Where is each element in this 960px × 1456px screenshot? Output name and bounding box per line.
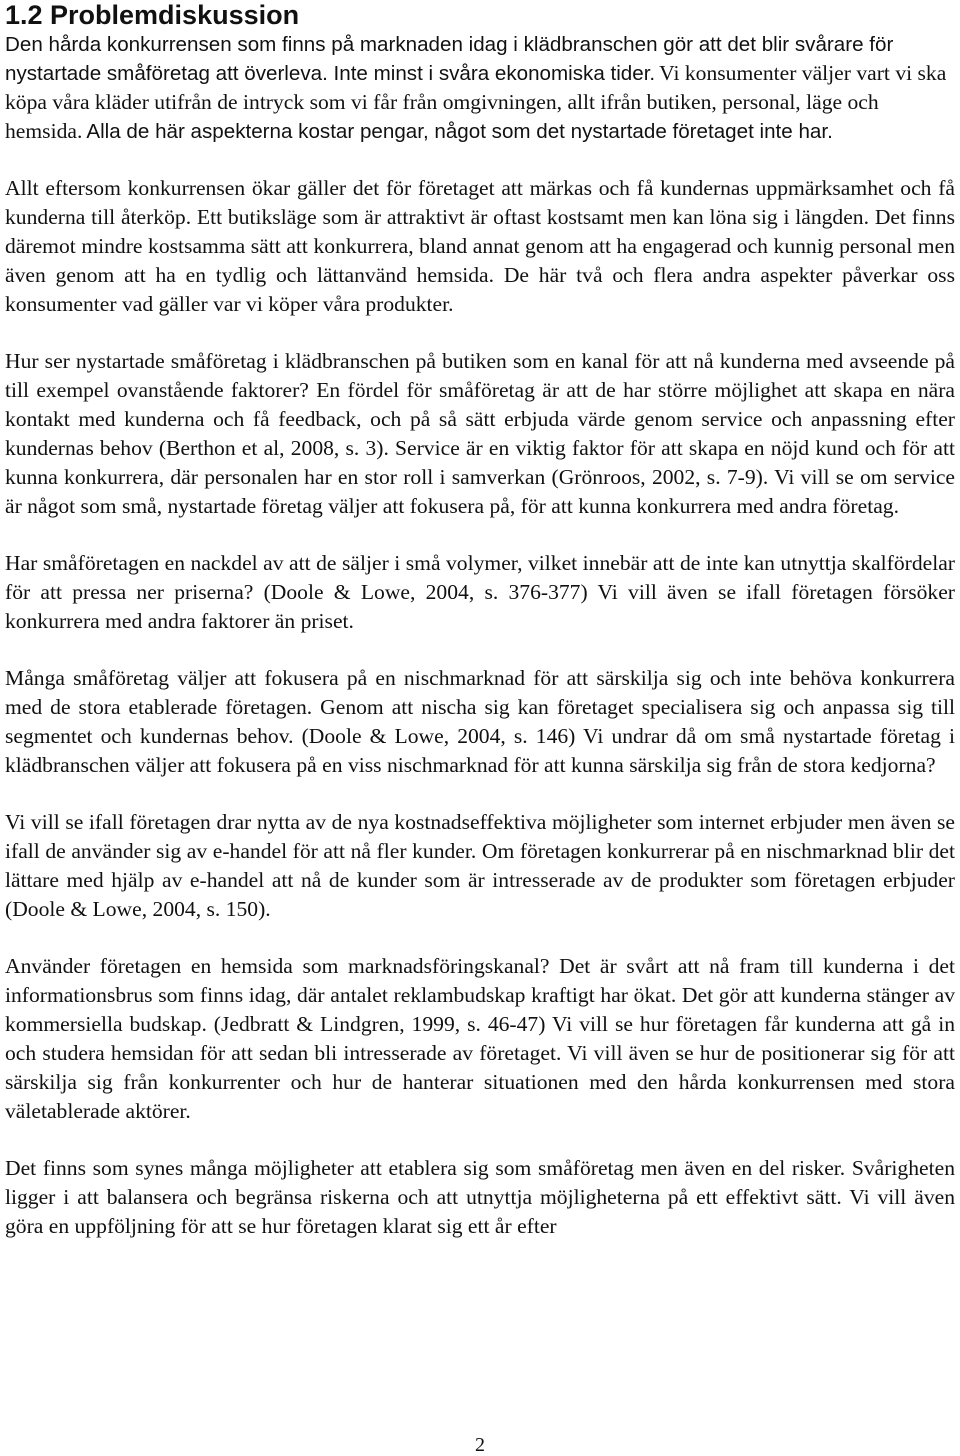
paragraph-risks: Det finns som synes många möjligheter att etablera sig som småföretag men även en del risker. Svårigheten ligger i att balansera och begränsa riskerna och att utnyttja möjligheterna på ett effektivt sätt. Vi vill även göra en uppföljning för att se hur företagen klarat sig ett år efter (5, 1156, 955, 1238)
page-number: 2 (475, 1434, 485, 1456)
paragraph-niche-market: Många småföretag väljer att fokusera på en nischmarknad för att särskilja sig och inte behöva konkurrera med de stora etablerade företagen. Genom att nischa sig kan företaget specialisera sig och anpassa sig till segmentet och kundernas behov. (Doole & Lowe, 2004, s. 146) Vi undrar då om små nystartade företag i klädbranschen väljer att fokusera på en viss nischmarknad för att kunna särskilja sig från de stora kedjorna? (5, 666, 955, 777)
intro-text-a: Den hårda konkurrensen som finns på marknaden idag i klädbranschen gör att det blir svårare för nystartade småföretag att överleva. Inte minst i svåra ekonomiska tider. (5, 33, 894, 85)
paragraph-small-volumes: Har småföretagen en nackdel av att de säljer i små volymer, vilket innebär att de inte kan utnyttja skalfördelar för att pressa ner priserna? (Doole & Lowe, 2004, s. 376-377) Vi vill även se ifall företagen försöker konkurrera med andra faktorer än priset. (5, 551, 955, 633)
competition-text-b: Ett butiksläge som är attraktivt är oftast kostsamt men kan löna sig i längden. (196, 205, 870, 229)
competition-text-d: De här två och flera andra aspekter påverkar oss konsumenter vad gäller var vi köper våra produkter. (5, 263, 955, 316)
intro-text-c: Alla de här aspekterna kostar pengar, något som det nystartade företaget inte har. (86, 120, 833, 143)
paragraph-internet: Vi vill se ifall företagen drar nytta av de nya kostnadseffektiva möjligheter som internet erbjuder men även se ifall de använder sig av e-handel för att nå fler kunder. Om företagen konkurrerar på en nischmarknad blir det lättare med hjälp av e-handel att nå de kunder som är intresserade av de produkter som företagen erbjuder (Doole & Lowe, 2004, s. 150). (5, 810, 955, 921)
intro-text-b: Vi konsumenter väljer vart vi ska köpa våra kläder utifrån de intryck som vi får från omgivningen, allt ifrån butiken, personal, läge och hemsida. (5, 61, 947, 143)
section-heading: 1.2 Problemdiskussion (5, 0, 300, 30)
paragraph-competition (5, 174, 955, 319)
paragraph-intro (5, 30, 955, 146)
competition-text-c: Det finns däremot mindre kostsamma sätt att konkurrera, bland annat genom att ha engagerad och kunnig personal men även genom att ha en tydlig och lättanvänd hemsida. (5, 205, 955, 287)
paragraph-store-channel: Hur ser nystartade småföretag i klädbranschen på butiken som en kanal för att nå kunderna med avseende på till exempel ovanstående faktorer? En fördel för småföretag är att de har större möjlighet att skapa en nära kontakt med kunderna och få feedback, och på så sätt erbjuda värde genom service och anpassning efter kundernas behov (Berthon et al, 2008, s. 3). Service är en viktig faktor för att skapa en nöjd kund och för att kunna konkurrera, där personalen har en stor roll i samverkan (Grönroos, 2002, s. 7-9). Vi vill se om service är något som små, nystartade företag väljer att fokusera på, för att kunna konkurrera med andra företag. (5, 349, 955, 518)
competition-text-a: Allt eftersom konkurrensen ökar gäller det för företaget att märkas och få kundernas uppmärksamhet och få kunderna till återköp. (5, 176, 955, 229)
paragraph-website: Använder företagen en hemsida som marknadsföringskanal? Det är svårt att nå fram till kunderna i det informationsbrus som finns idag, där antalet reklambudskap kraftigt har ökat. Det gör att kunderna stänger av kommersiella budskap. (Jedbratt & Lindgren, 1999, s. 46-47) Vi vill se hur företagen får kunderna att gå in och studera hemsidan för att sedan bli intresserade av företaget. Vi vill även se hur de positionerar sig för att särskilja sig från konkurrenter och hur de hanterar situationen med den hårda konkurrensen med stora väletablerade aktörer. (5, 954, 955, 1123)
document-page (5, 0, 955, 1241)
